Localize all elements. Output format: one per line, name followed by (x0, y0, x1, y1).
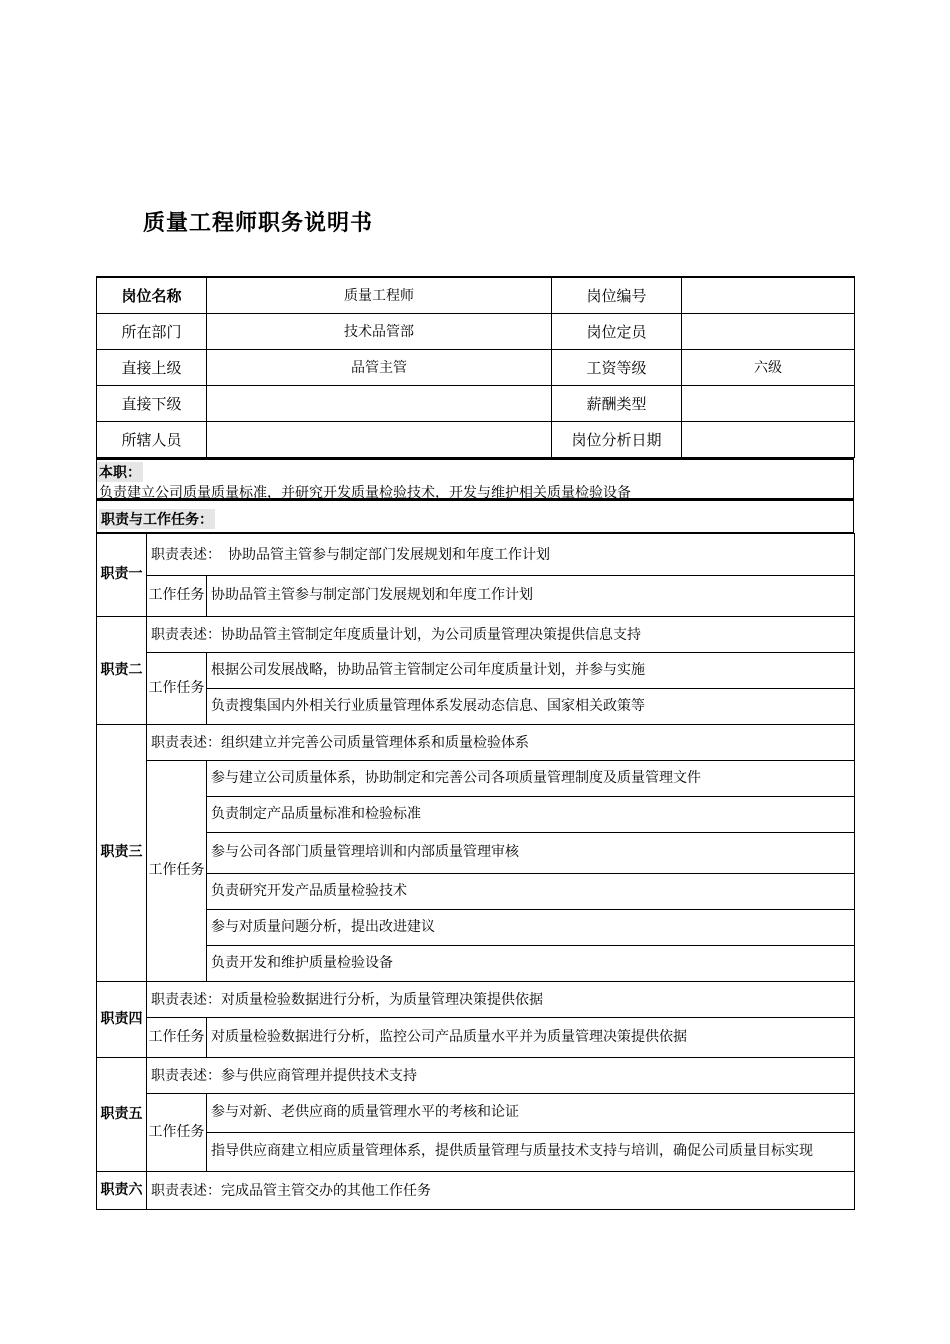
task-item: 指导供应商建立相应质量管理体系，提供质量管理与质量技术支持与培训，确促公司质量目标实现 (207, 1132, 855, 1171)
duty-desc-prefix: 职责表述： (151, 992, 221, 1008)
pay-type-label: 薪酬类型 (552, 385, 682, 421)
duty-desc-prefix: 职责表述： (151, 627, 221, 643)
duty-label: 职责四 (97, 981, 147, 1057)
duty-label: 职责二 (97, 616, 147, 724)
task-item: 参与公司各部门质量管理培训和内部质量管理审核 (207, 832, 855, 873)
task-item: 负责研究开发产品质量检验技术 (207, 873, 855, 909)
duty-desc-text: 协助品管主管制定年度质量计划，为公司质量管理决策提供信息支持 (221, 627, 641, 643)
subordinate-value (207, 385, 552, 421)
duty-description (147, 533, 855, 575)
duty-description (147, 1171, 855, 1209)
task-item: 负责制定产品质量标准和检验标准 (207, 796, 855, 832)
duty-description (147, 981, 855, 1017)
duties-table (96, 533, 855, 1210)
analysis-date-label: 岗位分析日期 (552, 421, 682, 457)
duty-desc-text: 对质量检验数据进行分析，为质量管理决策提供依据 (221, 992, 543, 1008)
salary-grade-label: 工资等级 (552, 349, 682, 385)
summary-block (96, 458, 854, 499)
position-code-value (682, 277, 855, 313)
duty-label: 职责三 (97, 724, 147, 981)
analysis-date-value (682, 421, 855, 457)
superior-value: 品管主管 (207, 349, 552, 385)
salary-grade-value: 六级 (682, 349, 855, 385)
duty-description (147, 1057, 855, 1093)
department-label: 所在部门 (97, 313, 207, 349)
pay-type-value (682, 385, 855, 421)
document-title: 质量工程师职务说明书 (143, 211, 374, 236)
job-description-sheet (96, 276, 854, 1210)
duty-label: 职责一 (97, 533, 147, 616)
basic-info-table (96, 276, 855, 458)
headcount-value (682, 313, 855, 349)
duty-desc-prefix: 职责表述： (151, 735, 221, 751)
task-label: 工作任务 (147, 575, 207, 616)
duties-heading-block (96, 499, 854, 533)
position-name-value: 质量工程师 (207, 277, 552, 313)
task-label: 工作任务 (147, 1017, 207, 1057)
duty-desc-text: 组织建立并完善公司质量管理体系和质量检验体系 (221, 735, 529, 751)
duty-desc-text: 完成品管主管交办的其他工作任务 (221, 1183, 431, 1199)
duty-desc-prefix: 职责表述： (151, 1183, 221, 1199)
task-item: 协助品管主管参与制定部门发展规划和年度工作计划 (207, 575, 855, 616)
staff-label: 所辖人员 (97, 421, 207, 457)
task-item: 对质量检验数据进行分析，监控公司产品质量水平并为质量管理决策提供依据 (207, 1017, 855, 1057)
duty-desc-prefix: 职责表述： (151, 1068, 221, 1084)
position-code-label: 岗位编号 (552, 277, 682, 313)
task-label: 工作任务 (147, 1093, 207, 1171)
task-item: 负责搜集国内外相关行业质量管理体系发展动态信息、国家相关政策等 (207, 688, 855, 724)
duty-label: 职责六 (97, 1171, 147, 1209)
duty-desc-prefix: 职责表述： (151, 547, 214, 563)
task-item: 负责开发和维护质量检验设备 (207, 945, 855, 981)
headcount-label: 岗位定员 (552, 313, 682, 349)
duty-desc-text: 参与供应商管理并提供技术支持 (221, 1068, 417, 1084)
task-label: 工作任务 (147, 652, 207, 724)
position-name-label: 岗位名称 (97, 277, 207, 313)
duty-description (147, 724, 855, 760)
staff-value (207, 421, 552, 457)
summary-heading: 本职： (97, 462, 143, 482)
department-value: 技术品管部 (207, 313, 552, 349)
task-item: 参与对质量问题分析，提出改进建议 (207, 909, 855, 945)
duties-heading: 职责与工作任务： (99, 509, 215, 529)
duty-desc-text: 协助品管主管参与制定部门发展规划和年度工作计划 (214, 547, 550, 563)
task-item: 参与建立公司质量体系，协助制定和完善公司各项质量管理制度及质量管理文件 (207, 760, 855, 796)
duty-description (147, 616, 855, 652)
summary-text: 负责建立公司质量质量标准，并研究开发质量检验技术，开发与维护相关质量检验设备 (99, 484, 631, 501)
duty-label: 职责五 (97, 1057, 147, 1171)
task-item: 参与对新、老供应商的质量管理水平的考核和论证 (207, 1093, 855, 1132)
task-item: 根据公司发展战略，协助品管主管制定公司年度质量计划，并参与实施 (207, 652, 855, 688)
task-label: 工作任务 (147, 760, 207, 981)
superior-label: 直接上级 (97, 349, 207, 385)
subordinate-label: 直接下级 (97, 385, 207, 421)
